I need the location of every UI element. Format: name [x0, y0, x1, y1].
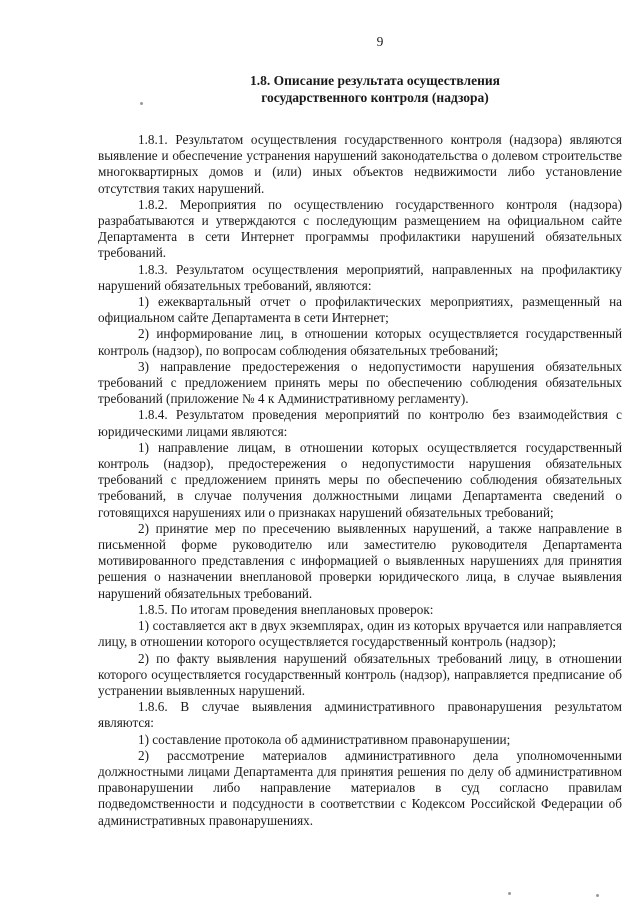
list-item-1-8-5-2: 2) по факту выявления нарушений обязательных требований лицу, в отношении которого осуществляется государственный контроль (надзор), направляется предписание об устранении выявленных нарушений. [98, 650, 622, 698]
list-item-1-8-3-1: 1) ежеквартальный отчет о профилактических мероприятиях, размещенный на официальном сайте Департамента в сети Интернет; [98, 294, 622, 326]
paragraph-1-8-4: 1.8.4. Результатом проведения мероприятий по контролю без взаимодействия с юридическими лицами являются: [98, 407, 622, 439]
list-item-1-8-4-1: 1) направление лицам, в отношении которых осуществляется государственный контроль (надзор), предостережения о недопустимости нарушения обязательных требований с предложением принять меры по обеспечению соблюдения обязательных требований, в случае получения должностными лицами Департамента сведений о готовящихся нарушениях или о признаках нарушений обязательных требований; [98, 439, 622, 520]
paragraph-1-8-5: 1.8.5. По итогам проведения внеплановых проверок: [138, 601, 434, 617]
paragraph-1-8-1: 1.8.1. Результатом осуществления государственного контроля (надзора) являются выявление и обеспечение устранения нарушений законодательства о долевом строительстве многоквартирных домов и (или) иных объектов недвижимости либо установление отсутствия таких нарушений. [98, 132, 622, 196]
list-item-1-8-6-1: 1) составление протокола об административном правонарушении; [138, 731, 511, 747]
list-item-1-8-6-2: 2) рассмотрение материалов административного дела уполномоченными должностными лицами Департамента для принятия решения по делу об административном правонарушении либо направление материалов в суд согласно правилам подведомственности и подсудности в соответствии с Кодексом Российской Федерации об административных правонарушениях. [98, 747, 622, 828]
section-heading [98, 72, 622, 106]
section-body [98, 132, 622, 829]
scan-artifact-dot [596, 894, 599, 897]
section-heading-line-1: 1.8. Описание результата осуществления [250, 73, 500, 88]
page-number: 9 [376, 34, 384, 49]
paragraph-1-8-6: 1.8.6. В случае выявления административного правонарушения результатом являются: [98, 699, 622, 731]
paragraph-1-8-2: 1.8.2. Мероприятия по осуществлению государственного контроля (надзора) разрабатываются и утверждаются с последующим размещением на официальном сайте Департамента в сети Интернет программы профилактики нарушений обязательных требований. [98, 196, 622, 261]
scan-artifact-dot [140, 102, 143, 105]
paragraph-1-8-3: 1.8.3. Результатом осуществления мероприятий, направленных на профилактику нарушений обязательных требований, являются: [98, 261, 622, 293]
list-item-1-8-3-2: 2) информирование лиц, в отношении которых осуществляется государственный контроль (надзор), по вопросам соблюдения обязательных требований; [98, 326, 622, 358]
list-item-1-8-5-1: 1) составляется акт в двух экземплярах, один из которых вручается или направляется лицу, в отношении которого осуществляется государственный контроль (надзор); [98, 618, 622, 650]
list-item-1-8-4-2: 2) принятие мер по пресечению выявленных нарушений, а также направление в письменной форме руководителю или заместителю руководителя Департамента мотивированного представления с информацией о выявленных нарушениях для принятия решения о назначении внеплановой проверки юридического лица, в случае выявления нарушений обязательных требований. [98, 520, 622, 601]
section-heading-line-2: государственного контроля (надзора) [261, 90, 489, 105]
scan-artifact-dot [508, 892, 511, 895]
list-item-1-8-3-3: 3) направление предостережения о недопустимости нарушения обязательных требований с предложением принять меры по обеспечению соблюдения обязательных требований (приложение № 4 к Административному регламенту). [98, 358, 622, 407]
